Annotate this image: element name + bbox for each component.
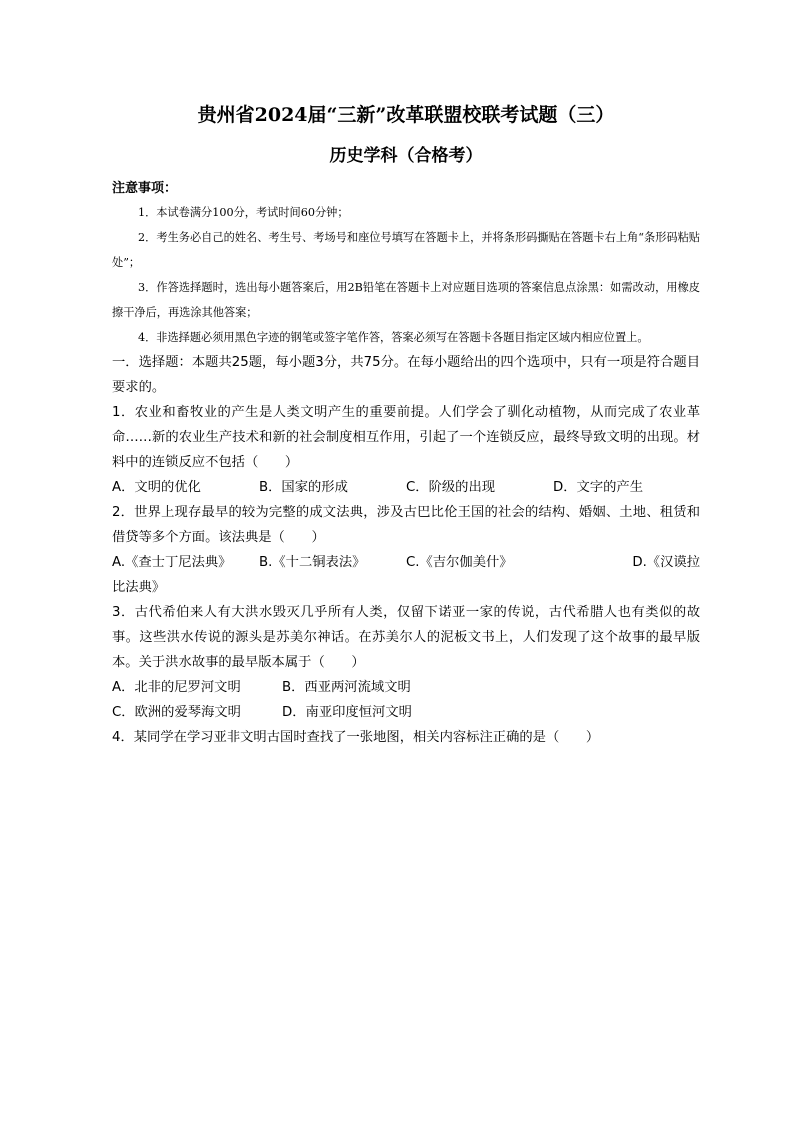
notice-block [112, 178, 700, 350]
section-heading: 一．选择题：本题共25题，每小题3分，共75分。在每小题给出的四个选项中，只有一项是符合题目要求的。 [112, 355, 700, 395]
option-c: C．欧洲的爱琴海文明 [112, 705, 241, 720]
question-options [112, 675, 700, 700]
question-3 [112, 600, 700, 725]
exam-subtitle: 历史学科（合格考） [329, 146, 483, 166]
question-options [112, 550, 700, 575]
notice-item: 3．作答选择题时，选出每小题答案后，用2B铅笔在答题卡上对应题目选项的答案信息点涂黑：如需改动，用橡皮擦干净后，再选涂其他答案； [112, 281, 700, 319]
exam-title: 贵州省2024届“三新”改革联盟校联考试题（三） [197, 104, 615, 126]
question-1 [112, 400, 700, 500]
option-a: A．北非的尼罗河文明 [112, 680, 241, 695]
option-b: B．国家的形成 [259, 480, 348, 495]
option-d-continued: 比法典》 [112, 580, 166, 595]
notice-item: 4．非选择题必须用黑色字迹的钢笔或签字笔作答，答案必须写在答题卡各题目指定区域内相应位置上。 [138, 331, 649, 344]
option-d: D．文字的产生 [553, 480, 644, 495]
option-b: B．西亚两河流域文明 [282, 680, 411, 695]
option-b: B.《十二铜表法》 [259, 555, 366, 570]
question-options [112, 700, 700, 725]
option-a: A.《查士丁尼法典》 [112, 555, 232, 570]
option-d: D.《汉谟拉 [632, 555, 700, 570]
option-a: A．文明的优化 [112, 480, 201, 495]
notice-heading: 注意事项： [112, 181, 178, 196]
option-c: C.《吉尔伽美什》 [406, 555, 513, 570]
option-c: C．阶级的出现 [406, 480, 496, 495]
option-d: D．南亚印度恒河文明 [282, 705, 412, 720]
question-2 [112, 500, 700, 600]
question-stem: 1．农业和畜牧业的产生是人类文明产生的重要前提。人们学会了驯化动植物，从而完成了农业革命……新的农业生产技术和新的社会制度相互作用，引起了一个连锁反应，最终导致文明的出现。材料中的连锁反应不包括（ ） [112, 405, 700, 470]
question-stem: 2．世界上现存最早的较为完整的成文法典，涉及古巴比伦王国的社会的结构、婚姻、土地、租赁和借贷等多个方面。该法典是（ ） [112, 505, 700, 545]
exam-page [112, 100, 700, 750]
notice-item: 1．本试卷满分100分，考试时间60分钟； [138, 206, 349, 219]
question-stem: 4．某同学在学习亚非文明古国时查找了一张地图，相关内容标注正确的是（ ） [112, 730, 600, 745]
question-options [112, 475, 700, 500]
question-4 [112, 725, 700, 750]
notice-item: 2．考生务必自己的姓名、考生号、考场号和座位号填写在答题卡上，并将条形码撕贴在答题卡右上角“条形码粘贴处”； [112, 231, 700, 269]
question-stem: 3．古代希伯来人有大洪水毁灭几乎所有人类，仅留下诺亚一家的传说，古代希腊人也有类似的故事。这些洪水传说的源头是苏美尔神话。在苏美尔人的泥板文书上，人们发现了这个故事的最早版本。关于洪水故事的最早版本属于（ ） [112, 605, 700, 670]
